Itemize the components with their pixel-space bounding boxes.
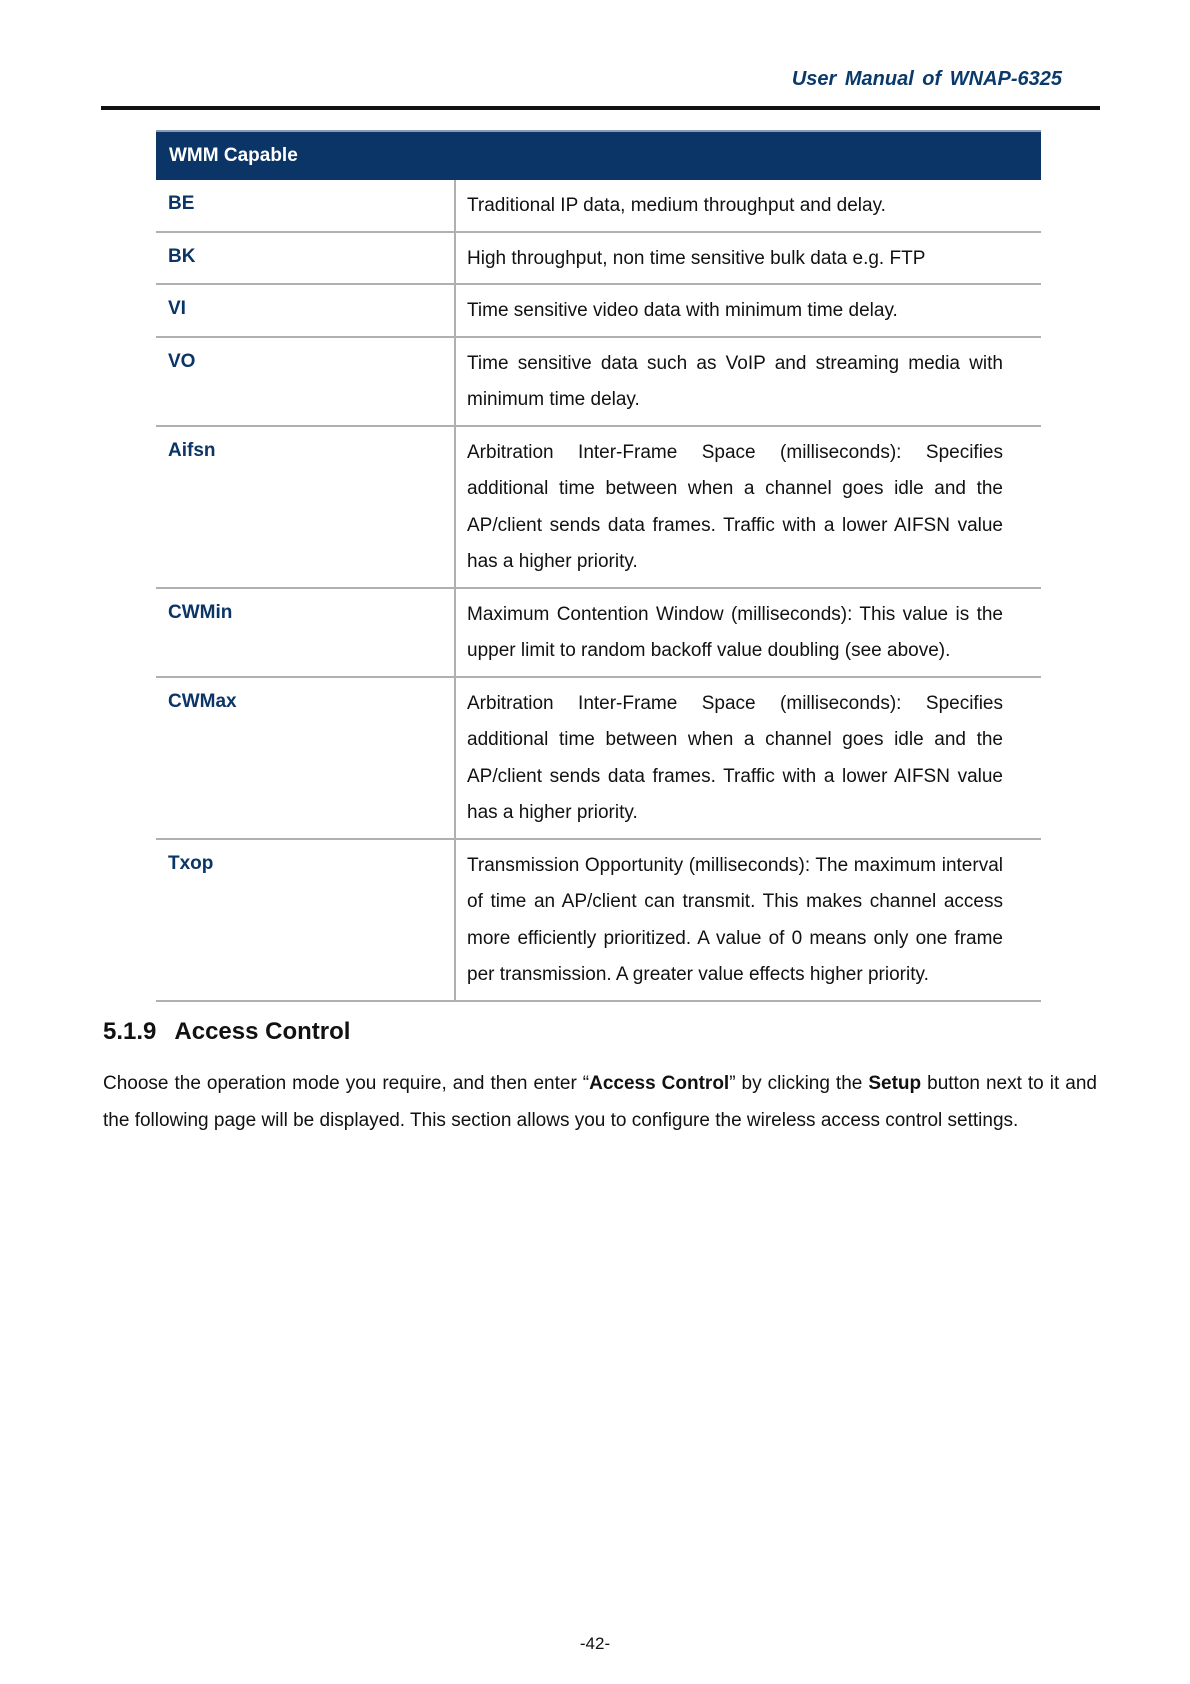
row-term: VI <box>156 284 455 337</box>
table-row <box>156 677 1041 839</box>
table-header: WMM Capable <box>156 131 1041 180</box>
paragraph-text: button next to it and the following page will be displayed. This section allows you to configure the wireless access control settings. <box>103 1073 1097 1131</box>
row-description: Traditional IP data, medium throughput and delay. <box>455 180 1041 232</box>
row-term: BK <box>156 232 455 285</box>
manual-title: User Manual of WNAP-6325 <box>791 68 1062 90</box>
row-description: Arbitration Inter-Frame Space (milliseconds): Specifies additional time between when a channel goes idle and the AP/client sends data frames. Traffic with a lower AIFSN value has a higher priority. <box>455 426 1041 588</box>
section-heading <box>103 1018 350 1046</box>
page-number: -42- <box>579 1634 611 1653</box>
row-term: BE <box>156 180 455 232</box>
row-description: Arbitration Inter-Frame Space (milliseconds): Specifies additional time between when a channel goes idle and the AP/client sends data frames. Traffic with a lower AIFSN value has a higher priority. <box>455 677 1041 839</box>
row-term: VO <box>156 337 455 426</box>
row-term: CWMin <box>156 588 455 677</box>
header-divider <box>101 106 1100 110</box>
table-row <box>156 588 1041 677</box>
table-row <box>156 284 1041 337</box>
access-control-term: Access Control <box>589 1073 730 1094</box>
row-description: Maximum Contention Window (milliseconds): This value is the upper limit to random backoff value doubling (see above). <box>455 588 1041 677</box>
section-title: Access Control <box>174 1018 351 1045</box>
paragraph-text: ” by clicking the <box>729 1073 869 1094</box>
section-number: 5.1.9 <box>103 1018 157 1045</box>
table-row <box>156 180 1041 232</box>
row-description: High throughput, non time sensitive bulk data e.g. FTP <box>455 232 1041 285</box>
row-term: Txop <box>156 839 455 1001</box>
table-row <box>156 232 1041 285</box>
table-row <box>156 337 1041 426</box>
table-row <box>156 426 1041 588</box>
row-description: Time sensitive data such as VoIP and streaming media with minimum time delay. <box>455 337 1041 426</box>
paragraph-text: Choose the operation mode you require, and then enter “ <box>103 1073 590 1094</box>
body-paragraph <box>103 1066 1097 1139</box>
table-row <box>156 839 1041 1001</box>
table-header-row <box>156 131 1041 180</box>
setup-term: Setup <box>868 1073 922 1094</box>
row-term: CWMax <box>156 677 455 839</box>
row-term: Aifsn <box>156 426 455 588</box>
wmm-parameters-table <box>156 130 1041 1002</box>
row-description: Transmission Opportunity (milliseconds): The maximum interval of time an AP/client can transmit. This makes channel access more efficiently prioritized. A value of 0 means only one frame per transmission. A greater value effects higher priority. <box>455 839 1041 1001</box>
row-description: Time sensitive video data with minimum time delay. <box>455 284 1041 337</box>
